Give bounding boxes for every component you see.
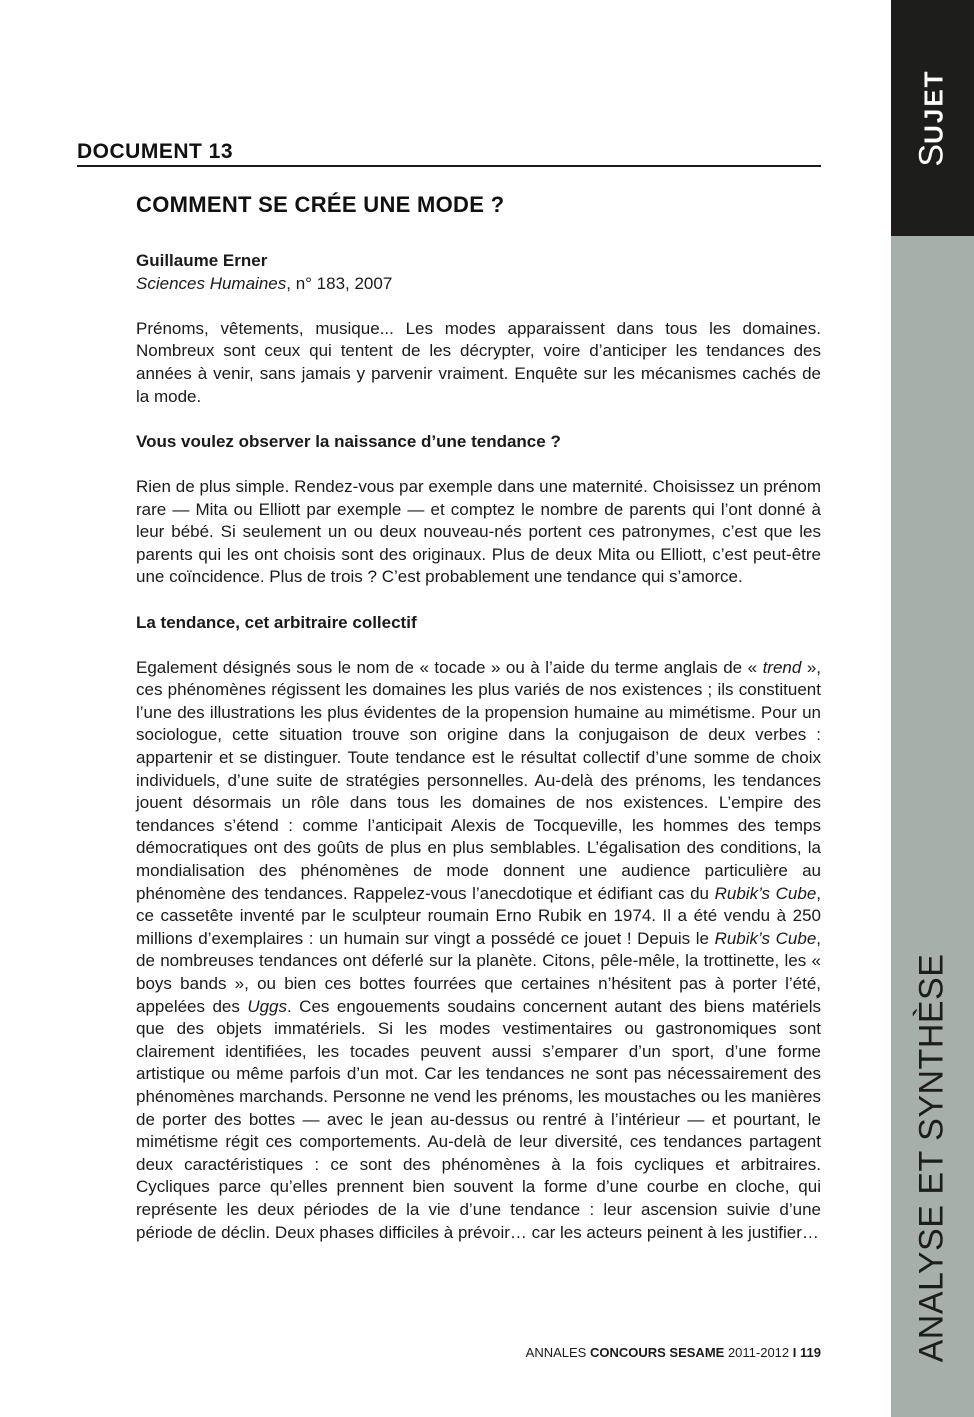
footer-years: 2011-2012 (724, 1345, 793, 1360)
sujet-label-initial: S (912, 143, 951, 167)
p2-text-4: , de nombreuses tendances ont déferlé sur la planète. Citons, pêle-mêle, la trottinette, les « boys bands », ou bien ces bottes fourrées que certaines n’hésitent pas à porter l’été, appelées des (136, 928, 822, 1016)
p2-italic-uggs: Uggs (247, 996, 287, 1016)
subheading-2: La tendance, cet arbitraire collectif (136, 612, 417, 632)
section-label: ANALYSE ET SYNTHÈSE (912, 953, 951, 1363)
document-header (77, 140, 821, 167)
footer-brand: CONCOURS SESAME (589, 1345, 725, 1360)
paragraph-1: Rien de plus simple. Rendez-vous par exemple dans une maternité. Choisissez un prénom rare — Mita ou Elliott par exemple — et comptez le nombre de parents qui l’ont donné à leur bébé. Si seulement un ou deux nouveau-nés portent ces patronymes, c’est que les parents qui les ont choisis sont des originaux. Plus de deux Mita ou Elliott, c’est peut-être une coïncidence. Plus de trois ? C’est probablement une tendance qui s’amorce. (136, 476, 821, 587)
p2-italic-rubiks-1: Rubik’s Cube (714, 883, 817, 903)
intro-paragraph: Prénoms, vêtements, musique... Les modes apparaissent dans tous les domaines. Nombreux sont ceux qui tentent de les décrypter, voire d’anticiper les tendances des années à venir, sans jamais y parvenir vraiment. Enquête sur les mécanismes cachés de la mode. (136, 318, 821, 406)
footer-prefix: ANNALES (525, 1345, 590, 1360)
source-journal: Sciences Humaines (136, 273, 287, 293)
p2-text-3: , ce cassetête inventé par le sculpteur roumain Erno Rubik en 1974. Il a été vendu à 250 millions d’exemplaires : un humain sur vingt a possédé ce jouet ! Depuis le (136, 883, 822, 948)
source-citation (136, 273, 821, 296)
sujet-label-rest: UJET (918, 69, 949, 144)
article-title: COMMENT SE CRÉE UNE MODE ? (136, 192, 505, 217)
page-footer (526, 1345, 821, 1360)
sujet-label (913, 69, 952, 166)
p2-text-2: », ces phénomènes régissent les domaines les plus variés de nos existences ; ils constituent l’une des illustrations les plus évidentes de la propension humaine au mimétisme. Pour un sociologue, cette situation trouve son origine dans la conjugaison de deux verbes : appartenir et se distinguer. Toute tendance est le résultat collectif d’une somme de choix individuels, d’une suite de stratégies personnelles. Au-delà des prénoms, les tendances jouent désormais un rôle dans tous les domaines de nos existences. L’empire des tendances s’étend : comme l’anticipait Alexis de Tocqueville, les hommes des temps démocratiques ont des goûts de plus en plus semblables. L’égalisation des conditions, la mondialisation des phénomènes de mode donnent une audience particulière au phénomène des tendances. Rappelez-vous l’anecdotique et édifiant cas du (136, 657, 821, 903)
p2-italic-rubiks-2: Rubik’s Cube (714, 928, 817, 948)
source-details: , n° 183, 2007 (286, 273, 393, 293)
author-name: Guillaume Erner (136, 251, 268, 270)
p2-text-5: . Ces engouements soudains concernent autant des biens matériels que des objets immatériels. Si les modes vestimentaires ou gastronomiques sont clairement identifiées, les tocades peuvent aussi s’emparer d’un sport, d’une forme artistique ou même parfois d’un mot. Car les tendances ne sont pas nécessairement des phénomènes marchands. Personne ne vend les prénoms, les moustaches ou les manières de porter des bottes — avec le jean au-dessus ou rentré à l’intérieur — et pourtant, le mimétisme régit ces comportements. Au-delà de leur diversité, ces tendances partagent deux caractéristiques : ce sont des phénomènes à la fois cycliques et arbitraires. Cycliques parce qu’elles prennent bien souvent la forme d’une courbe en cloche, qui représente les deux périodes de la vie d’une tendance : leur ascension suivie d’une période de déclin. Deux phases difficiles à prévoir… car les acteurs peinent à les justifier… (136, 996, 821, 1242)
document-number: DOCUMENT 13 (77, 140, 234, 163)
subheading-1: Vous voulez observer la naissance d’une tendance ? (136, 431, 561, 451)
p2-text-1: Egalement désignés sous le nom de « tocade » ou à l’aide du terme anglais de « (136, 657, 763, 677)
page-number: 119 (800, 1345, 821, 1360)
paragraph-2 (136, 657, 821, 1244)
article-body (136, 250, 821, 1244)
footer-separator: I (792, 1345, 797, 1360)
p2-italic-trend: trend (762, 657, 802, 677)
